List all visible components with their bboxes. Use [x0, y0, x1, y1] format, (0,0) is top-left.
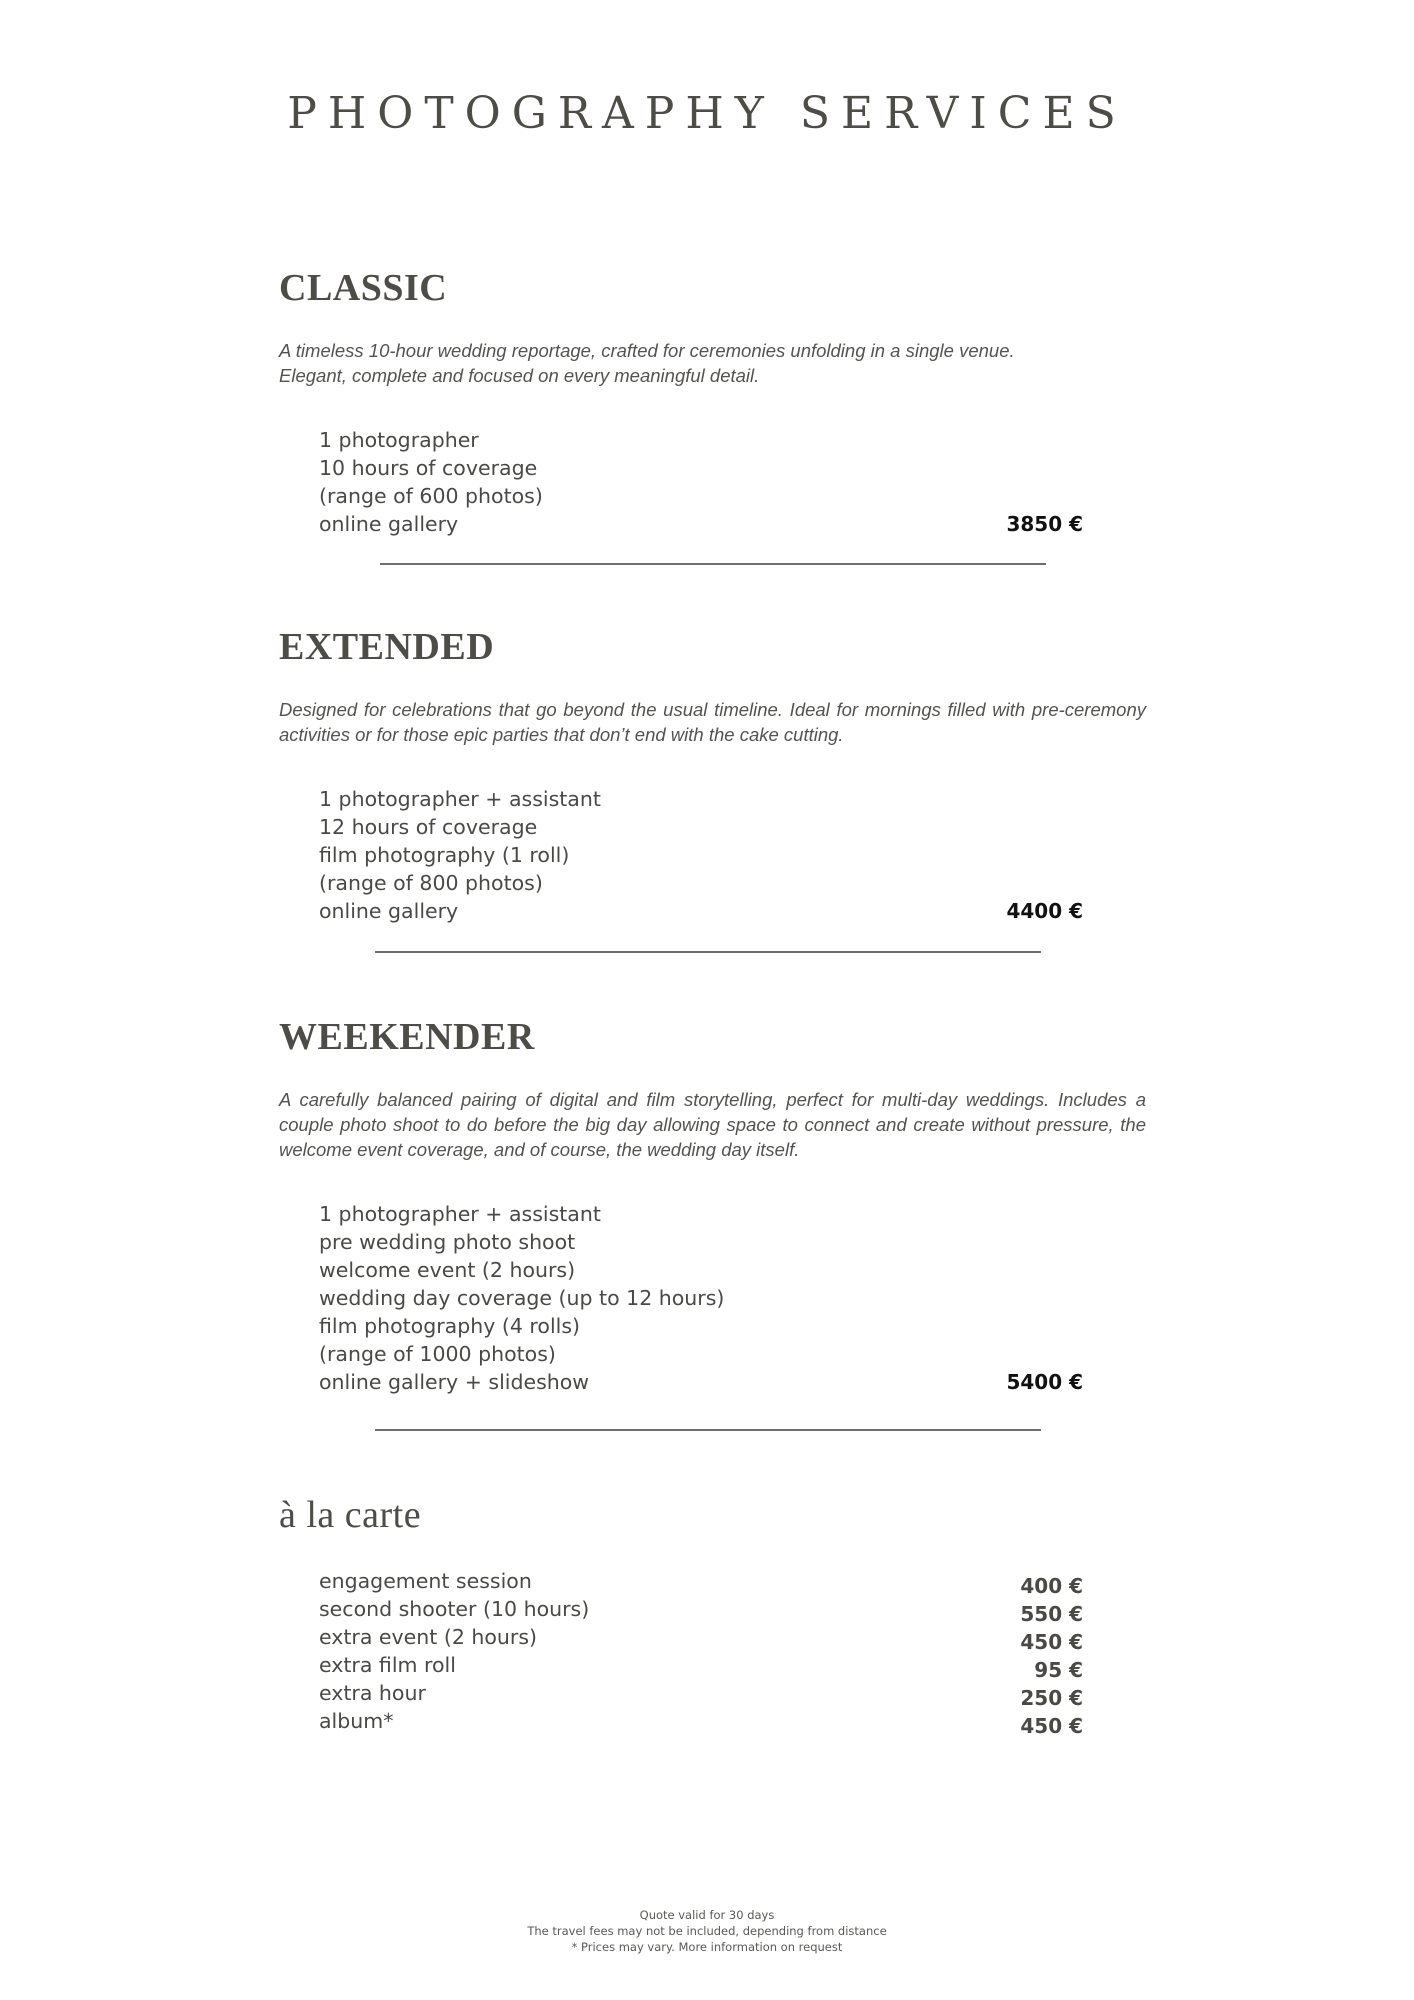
feature-list [319, 426, 1083, 538]
package-description: Designed for celebrations that go beyond the usual timeline. Ideal for mornings filled with pre-ceremony activities or for those epic parties that don’t end with the cake cutting. [279, 699, 1146, 745]
feature-item: online gallery [319, 899, 459, 923]
feature-item: 1 photographer + assistant [319, 787, 601, 811]
feature-item: film photography (1 roll) [319, 843, 570, 867]
feature-item: (range of 800 photos) [319, 871, 543, 895]
divider [375, 1429, 1041, 1431]
feature-item: 10 hours of coverage [319, 456, 538, 480]
package-description: A carefully balanced pairing of digital and film storytelling, perfect for multi-day weddings. Includes a couple photo shoot to do before the big day allowing space to connect and create without pressure, the welcome event coverage, and of course, the wedding day itself. [279, 1089, 1146, 1160]
page-title: PHOTOGRAPHY SERVICES [287, 88, 1127, 139]
a-la-carte-item [319, 1595, 1083, 1626]
a-la-carte-title: à la carte [279, 1494, 422, 1536]
a-la-carte-price: 550 € [1020, 1602, 1083, 1626]
description-line: A timeless 10-hour wedding reportage, crafted for ceremonies unfolding in a single venue. [279, 340, 1015, 361]
a-la-carte-item [319, 1623, 1083, 1654]
package-title: EXTENDED [279, 626, 495, 668]
feature-item: online gallery + slideshow [319, 1370, 590, 1394]
a-la-carte-price: 95 € [1034, 1658, 1083, 1682]
a-la-carte-label: second shooter (10 hours) [319, 1597, 590, 1621]
feature-item: wedding day coverage (up to 12 hours) [319, 1286, 725, 1310]
feature-item: (range of 1000 photos) [319, 1342, 556, 1366]
feature-item: film photography (4 rolls) [319, 1314, 581, 1338]
a-la-carte-item [319, 1651, 1083, 1682]
package-price: 4400 € [1006, 899, 1083, 923]
feature-list [319, 785, 1083, 925]
feature-item: online gallery [319, 512, 459, 536]
package-price: 3850 € [1006, 512, 1083, 536]
divider [380, 563, 1046, 565]
package-price: 5400 € [1006, 1370, 1083, 1394]
a-la-carte-label: extra event (2 hours) [319, 1625, 538, 1649]
package-extended [279, 625, 1146, 925]
package-title: CLASSIC [279, 267, 448, 309]
package-description [279, 338, 1146, 388]
a-la-carte-price: 400 € [1020, 1574, 1083, 1598]
a-la-carte-list [319, 1567, 1083, 1738]
package-classic [279, 266, 1146, 538]
a-la-carte-item [319, 1707, 1083, 1738]
feature-item: pre wedding photo shoot [319, 1230, 576, 1254]
footer-line: * Prices may vary. More information on request [571, 1940, 843, 1954]
package-title: WEEKENDER [279, 1016, 535, 1058]
footer-line: The travel fees may not be included, depending from distance [527, 1924, 887, 1938]
feature-item: 1 photographer [319, 428, 479, 452]
footer-line: Quote valid for 30 days [639, 1908, 775, 1922]
a-la-carte-price: 450 € [1020, 1630, 1083, 1654]
package-weekender [279, 1015, 1146, 1396]
feature-item: 12 hours of coverage [319, 815, 538, 839]
a-la-carte-label: extra film roll [319, 1653, 456, 1677]
a-la-carte-label: extra hour [319, 1681, 426, 1705]
description-line: Elegant, complete and focused on every meaningful detail. [279, 365, 760, 386]
feature-item: welcome event (2 hours) [319, 1258, 576, 1282]
a-la-carte-price: 250 € [1020, 1686, 1083, 1710]
a-la-carte-item [319, 1567, 1083, 1598]
a-la-carte-label: engagement session [319, 1569, 532, 1593]
divider [375, 951, 1041, 953]
a-la-carte-label: album* [319, 1709, 394, 1733]
feature-item: 1 photographer + assistant [319, 1202, 601, 1226]
a-la-carte-section [279, 1493, 1146, 1738]
feature-list [319, 1200, 1083, 1396]
footer-notes [0, 1907, 1414, 1955]
feature-item: (range of 600 photos) [319, 484, 543, 508]
a-la-carte-price: 450 € [1020, 1714, 1083, 1738]
a-la-carte-item [319, 1679, 1083, 1710]
